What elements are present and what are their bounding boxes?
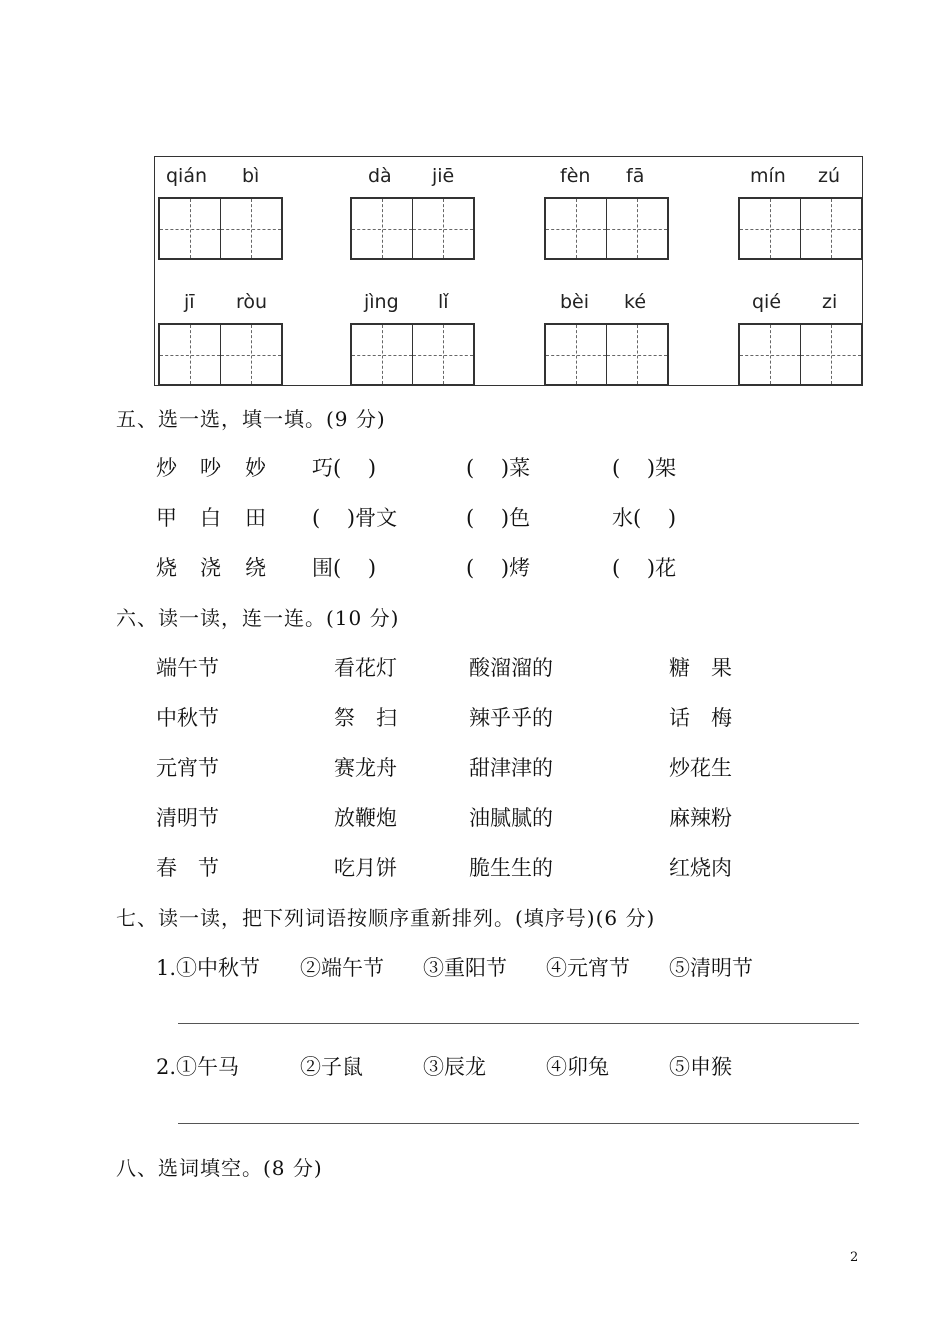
fill-blank[interactable]: ( )菜 bbox=[466, 456, 531, 480]
taste-item[interactable]: 酸溜溜的 bbox=[469, 656, 553, 680]
custom-item[interactable]: 祭 扫 bbox=[334, 706, 397, 730]
tianzige-box[interactable] bbox=[350, 323, 475, 386]
page-number: 2 bbox=[850, 1250, 859, 1265]
pinyin-syllable: fèn bbox=[560, 165, 591, 187]
fill-blank[interactable]: 巧( ) bbox=[312, 456, 377, 480]
fill-blank[interactable]: ( )烤 bbox=[466, 556, 531, 580]
custom-item[interactable]: 放鞭炮 bbox=[334, 806, 397, 830]
section-6-title: 六、读一读，连一连。(10 分) bbox=[116, 606, 400, 630]
order-item: ②子鼠 bbox=[300, 1055, 363, 1079]
pinyin-syllable: mín bbox=[750, 165, 786, 187]
tianzige-box[interactable] bbox=[738, 197, 863, 260]
pinyin-syllable: bèi bbox=[560, 291, 590, 313]
fill-blank[interactable]: ( )花 bbox=[612, 556, 677, 580]
taste-item[interactable]: 脆生生的 bbox=[469, 856, 553, 880]
custom-item[interactable]: 看花灯 bbox=[334, 656, 397, 680]
pinyin-syllable: ké bbox=[624, 291, 647, 313]
tianzige-box[interactable] bbox=[738, 323, 863, 386]
pinyin-syllable: zú bbox=[818, 165, 841, 187]
answer-line[interactable] bbox=[178, 1123, 859, 1124]
tianzige-box[interactable] bbox=[544, 197, 669, 260]
tianzige-box[interactable] bbox=[158, 197, 283, 260]
festival-item[interactable]: 元宵节 bbox=[156, 756, 219, 780]
festival-item[interactable]: 春 节 bbox=[156, 856, 219, 880]
order-item: ③重阳节 bbox=[423, 956, 507, 980]
pinyin-syllable: qián bbox=[166, 165, 208, 187]
tianzige-box[interactable] bbox=[350, 197, 475, 260]
tianzige-box[interactable] bbox=[158, 323, 283, 386]
pinyin-syllable: dà bbox=[368, 165, 392, 187]
order-item: ②端午节 bbox=[300, 956, 384, 980]
char-option: 甲 bbox=[156, 506, 177, 530]
char-option: 田 bbox=[245, 506, 266, 530]
pinyin-syllable: jī bbox=[184, 291, 195, 313]
taste-item[interactable]: 油腻腻的 bbox=[469, 806, 553, 830]
order-item: ④元宵节 bbox=[546, 956, 630, 980]
tianzige-box[interactable] bbox=[544, 323, 669, 386]
char-option: 绕 bbox=[245, 556, 266, 580]
order-item: ⑤清明节 bbox=[669, 956, 753, 980]
section-8-title: 八、选词填空。(8 分) bbox=[116, 1156, 323, 1180]
pinyin-syllable: fā bbox=[626, 165, 645, 187]
char-option: 妙 bbox=[245, 456, 266, 480]
order-item: 2.①午马 bbox=[156, 1055, 240, 1079]
pinyin-syllable: bì bbox=[242, 165, 260, 187]
answer-line[interactable] bbox=[178, 1023, 859, 1024]
section-5-title: 五、选一选，填一填。(9 分) bbox=[116, 407, 386, 431]
food-item[interactable]: 炒花生 bbox=[669, 756, 732, 780]
order-item: 1.①中秋节 bbox=[156, 956, 261, 980]
food-item[interactable]: 话 梅 bbox=[669, 706, 732, 730]
order-item: ⑤申猴 bbox=[669, 1055, 732, 1079]
fill-blank[interactable]: ( )架 bbox=[612, 456, 677, 480]
food-item[interactable]: 麻辣粉 bbox=[669, 806, 732, 830]
festival-item[interactable]: 清明节 bbox=[156, 806, 219, 830]
pinyin-syllable: jiē bbox=[432, 165, 455, 187]
festival-item[interactable]: 中秋节 bbox=[156, 706, 219, 730]
char-option: 烧 bbox=[156, 556, 177, 580]
pinyin-syllable: qié bbox=[752, 291, 782, 313]
char-option: 炒 bbox=[156, 456, 177, 480]
pinyin-writing-panel bbox=[154, 156, 863, 386]
fill-blank[interactable]: 水( ) bbox=[612, 506, 677, 530]
section-7-title: 七、读一读，把下列词语按顺序重新排列。(填序号)(6 分) bbox=[116, 906, 656, 930]
festival-item[interactable]: 端午节 bbox=[156, 656, 219, 680]
char-option: 白 bbox=[200, 506, 221, 530]
food-item[interactable]: 红烧肉 bbox=[669, 856, 732, 880]
pinyin-syllable: lǐ bbox=[438, 291, 449, 313]
pinyin-syllable: zi bbox=[822, 291, 838, 313]
char-option: 浇 bbox=[200, 556, 221, 580]
food-item[interactable]: 糖 果 bbox=[669, 656, 732, 680]
fill-blank[interactable]: ( )骨文 bbox=[312, 506, 398, 530]
fill-blank[interactable]: ( )色 bbox=[466, 506, 531, 530]
char-option: 吵 bbox=[200, 456, 221, 480]
order-item: ④卯兔 bbox=[546, 1055, 609, 1079]
pinyin-syllable: ròu bbox=[236, 291, 268, 313]
custom-item[interactable]: 吃月饼 bbox=[334, 856, 397, 880]
fill-blank[interactable]: 围( ) bbox=[312, 556, 377, 580]
taste-item[interactable]: 甜津津的 bbox=[469, 756, 553, 780]
taste-item[interactable]: 辣乎乎的 bbox=[469, 706, 553, 730]
custom-item[interactable]: 赛龙舟 bbox=[334, 756, 397, 780]
order-item: ③辰龙 bbox=[423, 1055, 486, 1079]
pinyin-syllable: jìng bbox=[364, 291, 399, 313]
